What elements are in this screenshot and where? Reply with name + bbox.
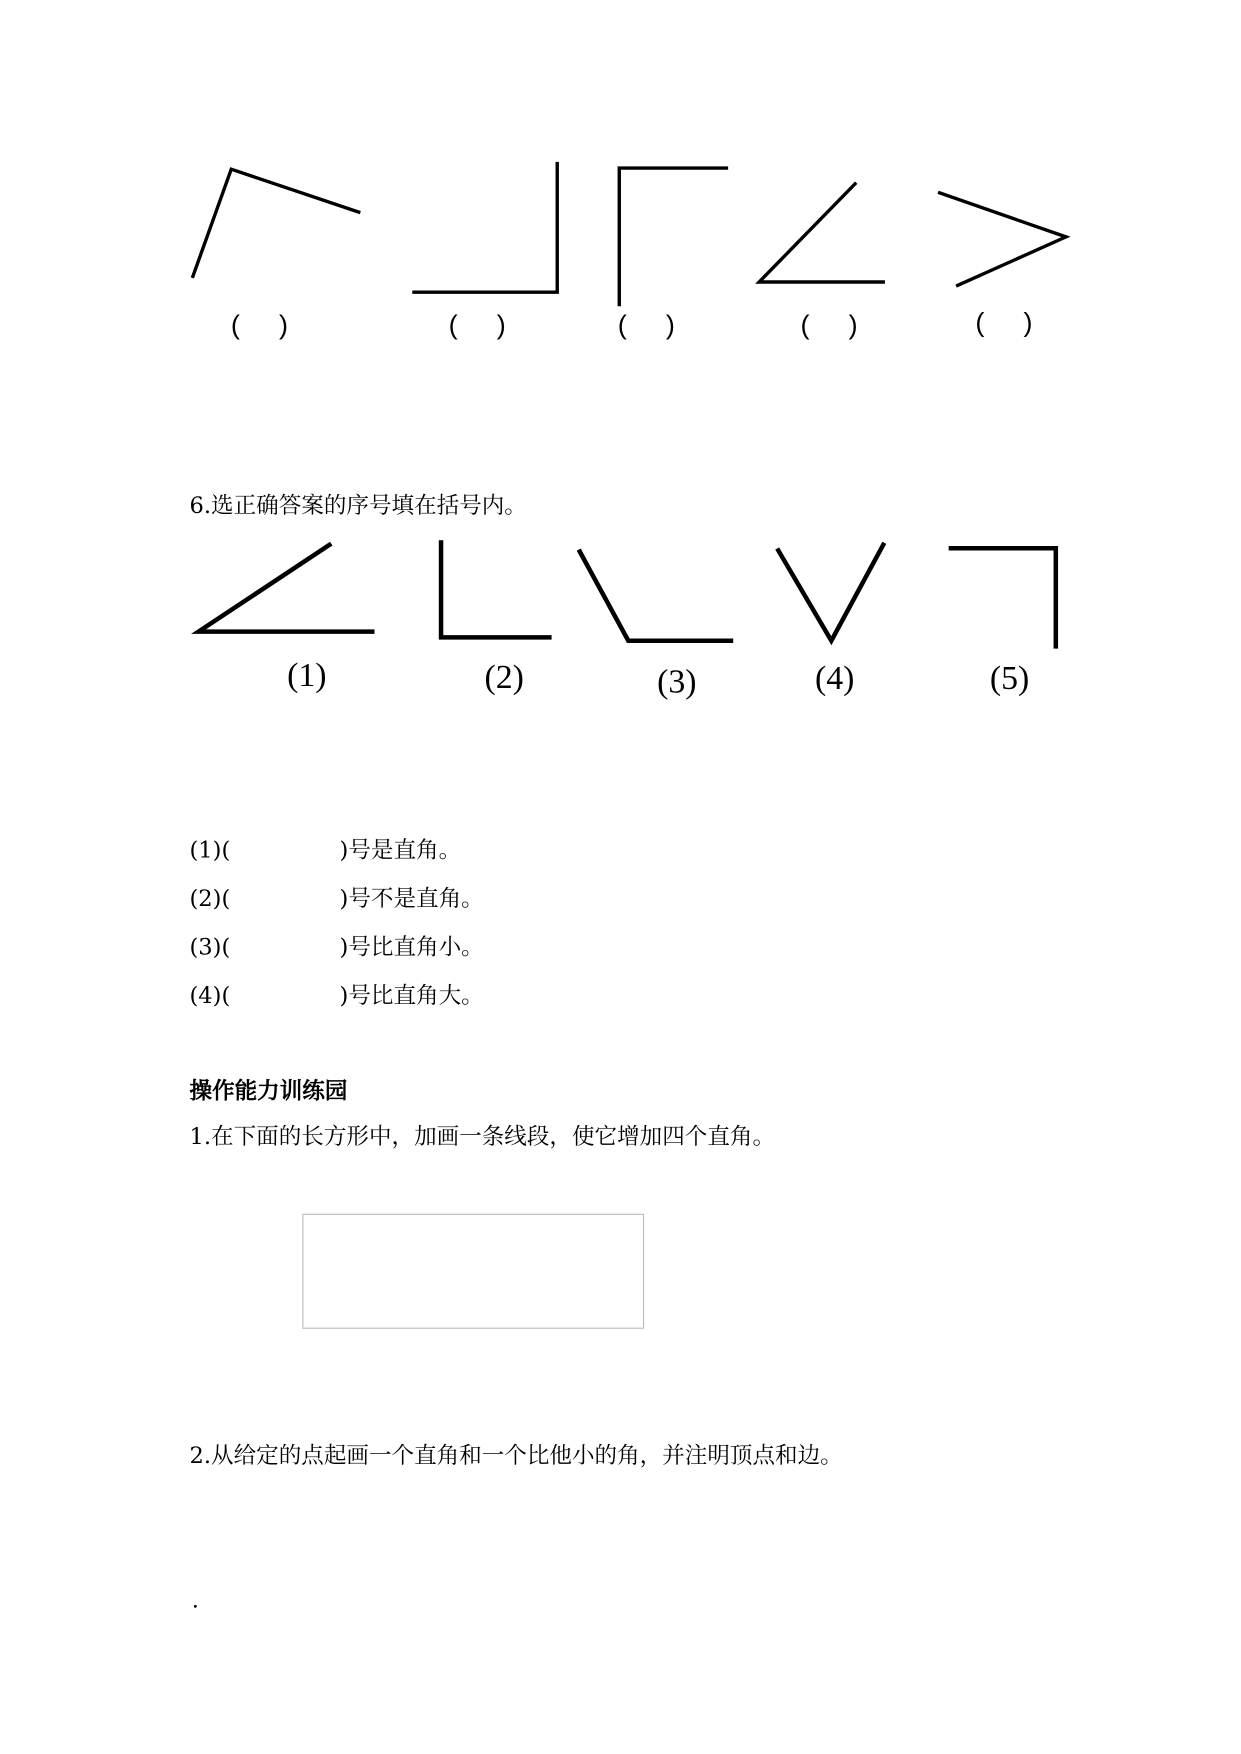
angle-figure-obtuse [193,169,359,276]
answer-line-prefix: (4)( [189,981,231,1009]
figure-label: (3) [657,663,697,701]
choice-figure-5 [951,548,1056,646]
figure-label: (2) [484,658,524,696]
choice-figure-4 [778,545,883,641]
answer-blank[interactable]: ( ) [448,310,522,341]
figure-label: (5) [989,659,1030,698]
answer-line-prefix: (1)( [189,835,231,863]
answer-line-prefix: (2)( [189,884,231,912]
stray-dot: . [191,1585,199,1614]
answer-blank[interactable]: ( ) [800,310,874,341]
figure-label: (4) [814,659,855,698]
answer-line-suffix: )号是直角。 [339,835,462,863]
angle-figure-right-2 [619,168,726,304]
operation-question-1: 1.在下面的长方形中，加画一条线段，使它增加四个直角。 [189,1122,776,1150]
figure-label: (1) [287,656,327,694]
operation-question-2: 2.从给定的点起画一个直角和一个比他小的角，并注明顶点和边。 [189,1441,843,1469]
section-heading: 操作能力训练园 [189,1077,348,1105]
answer-blank[interactable]: ( ) [617,310,691,341]
answer-line-prefix: (3)( [189,932,231,960]
angle-figure-acute-2 [940,193,1066,285]
answer-blank[interactable]: ( ) [230,310,304,341]
question-6-title: 6.选正确答案的序号填在括号内。 [189,491,527,519]
answer-line-suffix: )号不是直角。 [339,884,484,912]
angle-figure-right-1 [414,164,557,293]
answer-blank[interactable]: ( ) [975,307,1049,339]
angle-figure-acute-1 [759,184,883,282]
answer-line-suffix: )号比直角大。 [339,981,484,1009]
answer-line-suffix: )号比直角小。 [339,932,484,960]
choice-figure-1 [199,545,373,632]
choice-figure-2 [441,543,549,638]
rectangle-drawing-area[interactable] [302,1214,644,1329]
choice-figure-3 [580,552,731,641]
